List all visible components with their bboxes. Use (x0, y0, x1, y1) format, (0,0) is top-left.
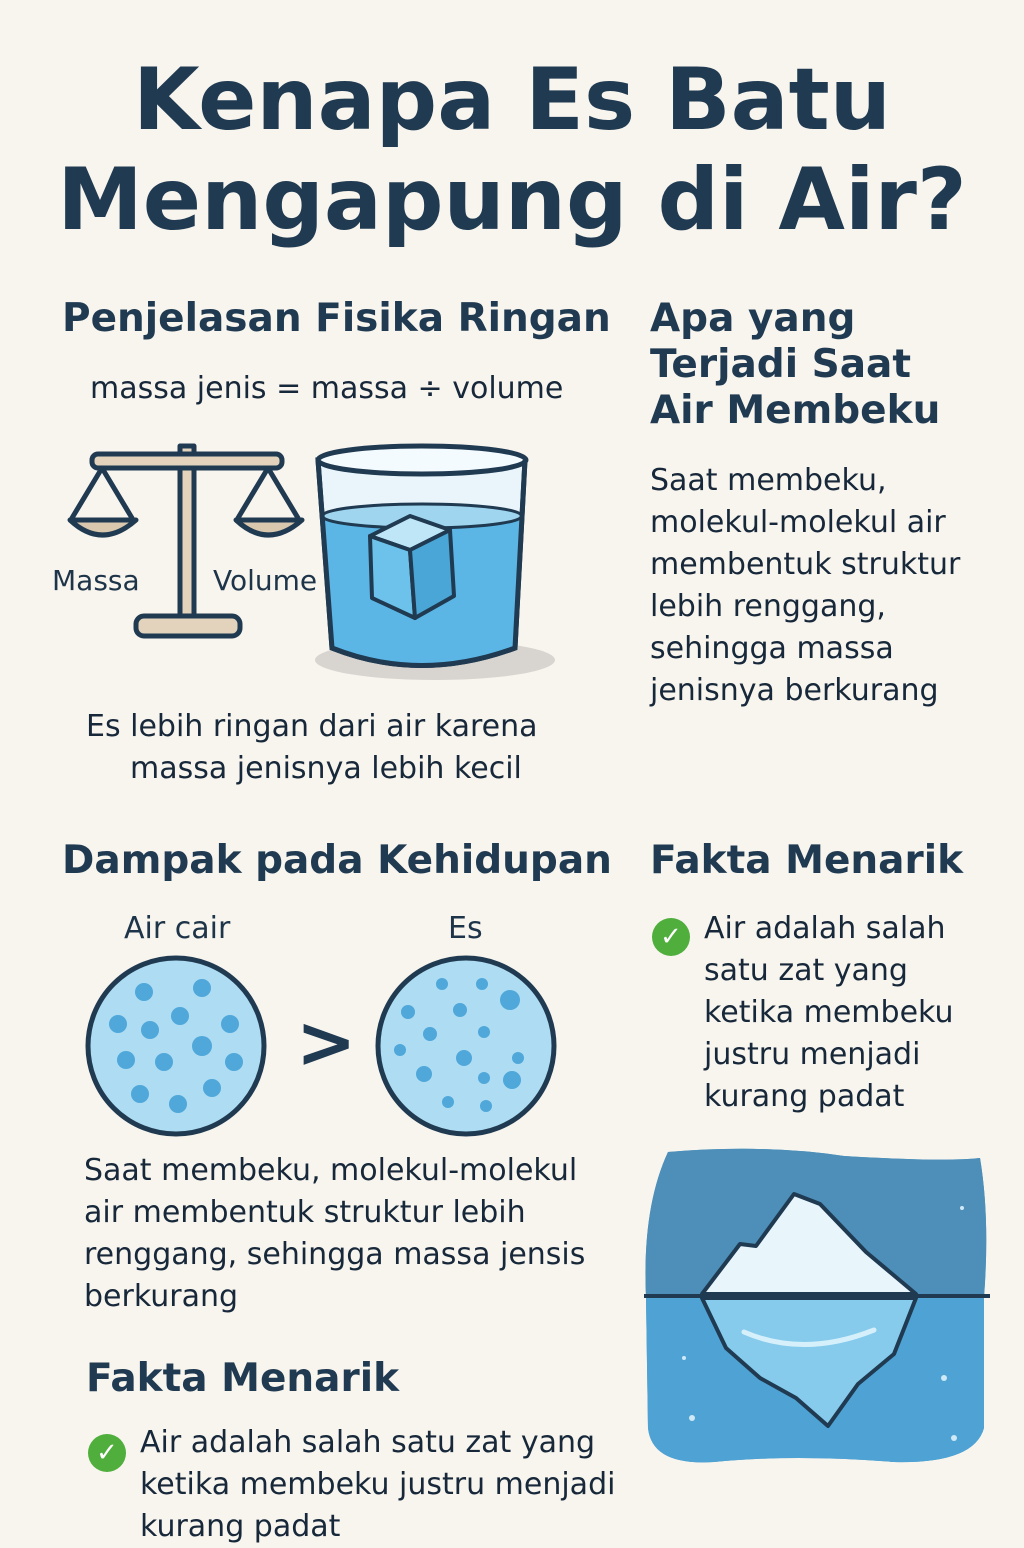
impact-body-line: Saat membeku, molekul-molekul (84, 1153, 578, 1188)
density-formula: massa jenis = massa ÷ volume (90, 371, 564, 406)
iceberg-icon (644, 1148, 990, 1466)
fact-right-body (704, 908, 954, 1118)
page-title (0, 50, 1024, 250)
freezing-heading-line-3: Air Membeku (650, 388, 941, 433)
liquid-water-molecules-icon (84, 954, 274, 1144)
fact-bottom-line: ketika membeku justru menjadi (140, 1467, 616, 1502)
title-line-1: Kenapa Es Batu (132, 50, 892, 150)
impact-body-line: berkurang (84, 1279, 239, 1314)
freezing-heading-line-2: Terjadi Saat (650, 342, 912, 387)
freezing-body-line: Saat membeku, (650, 463, 887, 498)
freezing-body-line: molekul-molekul air (650, 505, 946, 540)
fact-right-line: justru menjadi (704, 1037, 921, 1072)
impact-heading: Dampak pada Kehidupan (62, 838, 612, 883)
freezing-heading-line-1: Apa yang (650, 296, 856, 341)
fact-bottom-body (140, 1422, 615, 1548)
freezing-body-line: sehingga massa (650, 631, 894, 666)
title-line-2: Mengapung di Air? (57, 150, 967, 250)
freezing-heading (650, 296, 940, 434)
freezing-body-line: membentuk struktur (650, 547, 961, 582)
fact-right-line: Air adalah salah (704, 911, 946, 946)
check-circle-icon: ✓ (652, 918, 690, 956)
check-circle-icon: ✓ (88, 1434, 126, 1472)
impact-body (84, 1150, 585, 1318)
label-ice: Es (448, 911, 483, 946)
fact-right-line: ketika membeku (704, 995, 954, 1030)
impact-body-line: renggang, sehingga massa jensis (84, 1237, 586, 1272)
scale-label-mass: Massa (52, 564, 140, 597)
fact-bottom-line: kurang padat (140, 1509, 341, 1544)
freezing-body-line: jenisnya berkurang (650, 673, 939, 708)
fact-right-line: kurang padat (704, 1079, 905, 1114)
fact-right-heading: Fakta Menarik (650, 838, 964, 883)
physics-caption-line-2: massa jenisnya lebih kecil (130, 751, 522, 786)
comparison-greater-than: > (296, 1000, 357, 1084)
fact-bottom-heading: Fakta Menarik (86, 1356, 400, 1401)
physics-heading: Penjelasan Fisika Ringan (62, 296, 611, 341)
glass-with-ice-icon (310, 438, 560, 688)
balance-scale-icon (60, 440, 320, 650)
ice-molecules-icon (374, 954, 564, 1144)
freezing-body (650, 460, 960, 712)
freezing-body-line: lebih renggang, (650, 589, 886, 624)
label-liquid-water: Air cair (124, 911, 231, 946)
physics-caption-line-1: Es lebih ringan dari air karena (86, 709, 538, 744)
fact-right-line: satu zat yang (704, 953, 908, 988)
fact-bottom-line: Air adalah salah satu zat yang (140, 1425, 596, 1460)
scale-label-volume: Volume (213, 564, 318, 597)
impact-body-line: air membentuk struktur lebih (84, 1195, 526, 1230)
